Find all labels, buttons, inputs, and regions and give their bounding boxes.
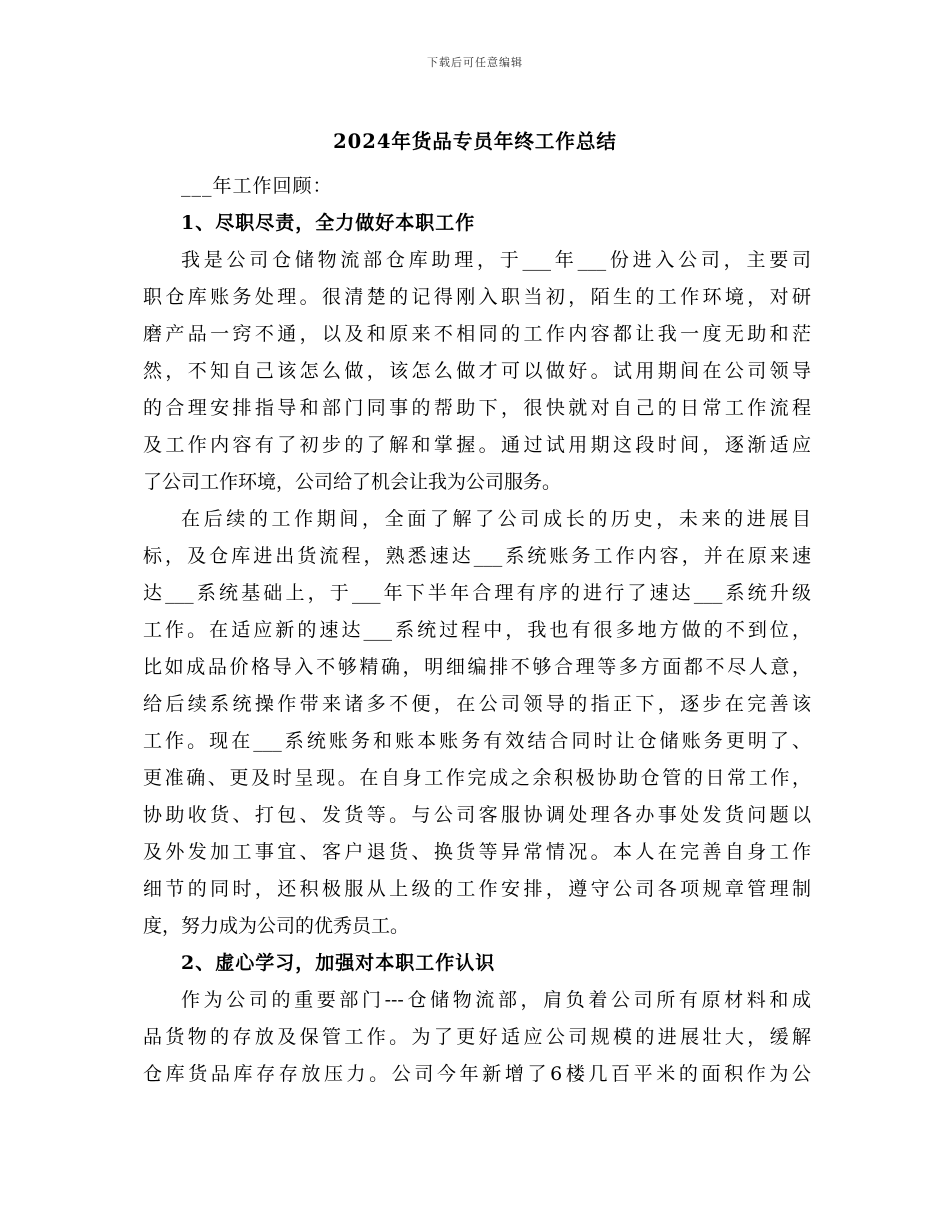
section-2-paragraph-1	[143, 982, 811, 1093]
paragraph-line: 仓库货品库存存放压力。公司今年新增了6楼几百平米的面积作为公	[143, 1063, 811, 1085]
paragraph-line: 比如成品价格导入不够精确，明细编排不够合理等多方面都不尽人意，	[143, 656, 811, 678]
section-1-paragraph-1	[143, 242, 811, 501]
header-note: 下载后可任意编辑	[427, 56, 523, 69]
document-body	[143, 168, 811, 1093]
section-1-heading: 1、尽职尽责，全力做好本职工作	[181, 212, 476, 234]
paragraph-line: 度，努力成为公司的优秀员工。	[143, 915, 410, 937]
paragraph-line: 达___系统基础上，于___年下半年合理有序的进行了速达___系统升级	[143, 582, 811, 604]
paragraph-line: 品货物的存放及保管工作。为了更好适应公司规模的进展壮大，缓解	[143, 1026, 811, 1048]
paragraph-line: 工作。现在___系统账务和账本账务有效结合同时让仓储账务更明了、	[143, 730, 811, 752]
paragraph-line: 我是公司仓储物流部仓库助理，于___年___份进入公司，主要司	[181, 249, 811, 271]
paragraph-line: 的合理安排指导和部门同事的帮助下，很快就对自己的日常工作流程	[143, 397, 811, 419]
paragraph-line: 工作。在适应新的速达___系统过程中，我也有很多地方做的不到位，	[143, 619, 811, 641]
paragraph-line: 细节的同时，还积极服从上级的工作安排，遵守公司各项规章管理制	[143, 878, 811, 900]
paragraph-line: 标，及仓库进出货流程，熟悉速达___系统账务工作内容，并在原来速	[143, 545, 811, 567]
paragraph-line: 给后续系统操作带来诸多不便，在公司领导的指正下，逐步在完善该	[143, 693, 811, 715]
document-title: 2024年货品专员年终工作总结	[333, 130, 617, 153]
paragraph-line: 及外发加工事宜、客户退货、换货等异常情况。本人在完善自身工作	[143, 841, 811, 863]
section-2-heading: 2、虚心学习，加强对本职工作认识	[181, 952, 496, 974]
paragraph-line: 职仓库账务处理。很清楚的记得刚入职当初，陌生的工作环境，对研	[143, 286, 811, 308]
paragraph-line: 了公司工作环境，公司给了机会让我为公司服务。	[143, 471, 562, 493]
intro-line: ___年工作回顾：	[181, 175, 333, 197]
paragraph-line: 协助收货、打包、发货等。与公司客服协调处理各办事处发货问题以	[143, 804, 811, 826]
paragraph-line: 在后续的工作期间，全面了解了公司成长的历史，未来的进展目	[181, 508, 811, 530]
paragraph-line: 然，不知自己该怎么做，该怎么做才可以做好。试用期间在公司领导	[143, 360, 811, 382]
paragraph-line: 作为公司的重要部门---仓储物流部，肩负着公司所有原材料和成	[181, 989, 811, 1011]
paragraph-line: 更准确、更及时呈现。在自身工作完成之余积极协助仓管的日常工作，	[143, 767, 811, 789]
paragraph-line: 磨产品一窍不通，以及和原来不相同的工作内容都让我一度无助和茫	[143, 323, 811, 345]
section-1-paragraph-2	[143, 501, 811, 945]
paragraph-line: 及工作内容有了初步的了解和掌握。通过试用期这段时间，逐渐适应	[143, 434, 811, 456]
